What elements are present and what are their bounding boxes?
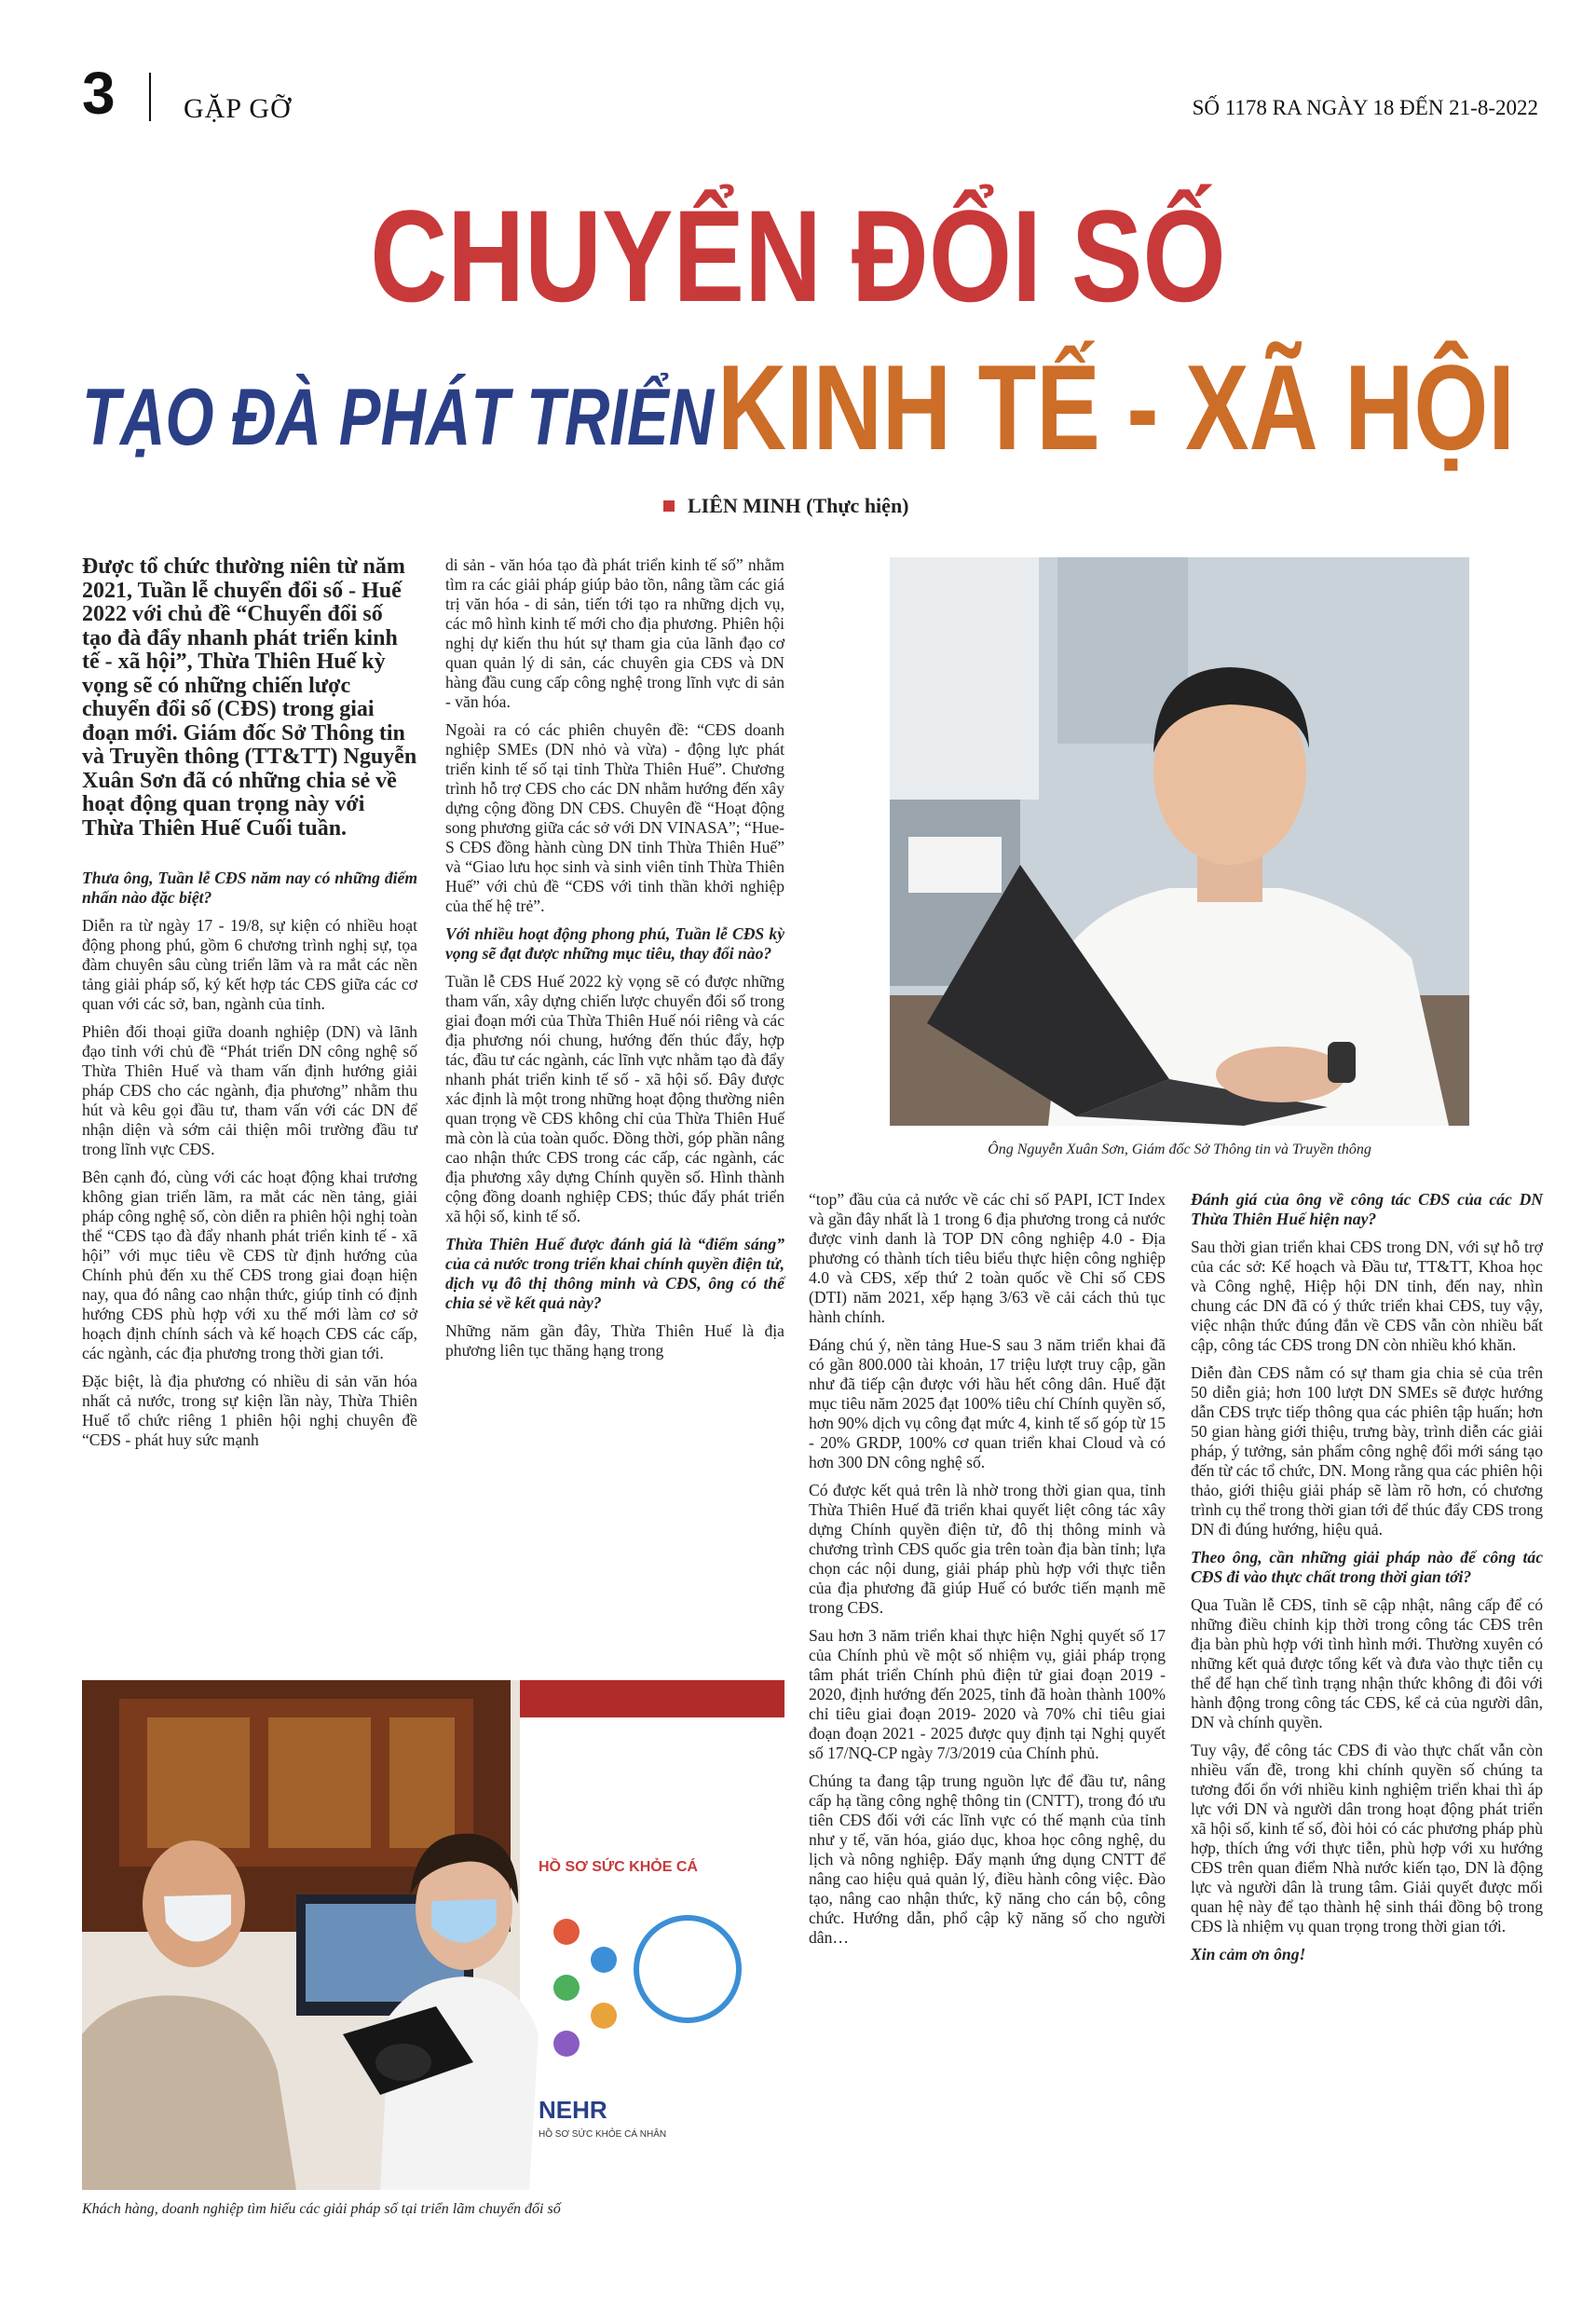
question-4: Đánh giá của ông về công tác CĐS của các DN Thừa Thiên Huế hiện nay? bbox=[1191, 1190, 1543, 1228]
page-number: 3 bbox=[82, 60, 116, 127]
question-3: Thừa Thiên Huế được đánh giá là “điểm sáng” của cả nước trong triển khai chính quyền điện tử, dịch vụ đô thị thông minh và CĐS, ông có thể chia sẻ về kết quả này? bbox=[445, 1235, 784, 1312]
paragraph: Đáng chú ý, nền tảng Hue-S sau 3 năm triển khai đã có gần 800.000 tài khoản, 17 triệu lượt truy cập, gần như đã tiếp cận được với hầu hết công dân. Huế đặt mục tiêu năm 2025 đạt 100% tiêu chí Chính quyền số, hơn 90% dịch vụ công đạt mức 4, kinh tế số góp từ 15 - 20% GRDP, 100% cơ quan triển khai Cloud và có hơn 300 DN công nghệ số. bbox=[809, 1335, 1166, 1471]
portrait-caption: Ông Nguyễn Xuân Sơn, Giám đốc Sở Thông tin và Truyền thông bbox=[988, 1142, 1371, 1157]
question-5: Theo ông, cần những giải pháp nào để công tác CĐS đi vào thực chất trong thời gian tới? bbox=[1191, 1548, 1543, 1586]
paragraph: Sau hơn 3 năm triển khai thực hiện Nghị quyết số 17 của Chính phủ về một số nhiệm vụ, giải pháp trọng tâm phát triển Chính phủ điện tử giai đoạn 2019 - 2020, định hướng đến 2025, tỉnh đã hoàn thành 100% chỉ tiêu giai đoạn 2019- 2020 và 70% chỉ tiêu giai đoạn đoạn 2021 - 2025 được quy định tại Nghị quyết số 17/NQ-CP ngày 7/3/2019 của Chính phủ. bbox=[809, 1626, 1166, 1762]
paragraph: Tuần lễ CĐS Huế 2022 kỳ vọng sẽ có được những tham vấn, xây dựng chiến lược chuyển đổi số trong giai đoạn mới của Thừa Thiên Huế nói riêng và các địa phương nói chung, hướng đến thúc đẩy, hợp tác, đầu tư các ngành, các lĩnh vực nhằm tạo đà đẩy nhanh phát triển kinh tế số - xã hội số. Đây được xác định là một trong những hoạt động thường niên quan trọng về CĐS không chỉ của Thừa Thiên Huế mà còn là của toàn quốc. Đồng thời, góp phần nâng cao nhận thức CĐS trong các cấp, các ngành, các địa phương xây dựng Chính quyền số. Hình thành cộng đồng doanh nghiệp CĐS; thúc đẩy phát triển xã hội số, kinh tế số. bbox=[445, 972, 784, 1225]
paragraph: Bên cạnh đó, cùng với các hoạt động khai trương không gian triển lãm, ra mắt các nền tảng, giải pháp công nghệ số, còn diễn ra phiên hội nghị toàn thể “CĐS tạo đà đẩy nhanh phát triển kinh tế - xã hội” với mục tiêu về CĐS từ định hướng của Chính phủ đến xu thế CĐS trong giai đoạn hiện nay, qua đó nâng cao nhận thức, giúp tỉnh có định hướng CĐS phù hợp với xu thế mới làm cơ sở hoạch định chính sách và kế hoạch CĐS các cấp, các ngành, các địa phương trong thời gian tới. bbox=[82, 1168, 417, 1362]
closing-thanks: Xin cảm ơn ông! bbox=[1191, 1945, 1306, 1963]
paragraph: Ngoài ra có các phiên chuyên đề: “CĐS doanh nghiệp SMEs (DN nhỏ và vừa) - động lực phát triển kinh tế số tại tỉnh Thừa Thiên Huế”. Chương trình hỗ trợ CĐS cho các DN nhằm hướng đến xây dựng cộng đồng DN CĐS. Chuyên đề “Hoạt động song phương giữa các sở với DN VINASA”; “Hue-S CĐS đồng hành cùng DN tỉnh Thừa Thiên Huế” và “Giao lưu học sinh và sinh viên tỉnh Thừa Thiên Huế” với chủ đề “CĐS với tinh thần khởi nghiệp của thế hệ trẻ”. bbox=[445, 720, 784, 915]
paragraph: “top” đầu của cả nước về các chỉ số PAPI, ICT Index và gần đây nhất là 1 trong 6 địa phương trong cả nước được vinh danh là TOP DN công nghiệp 4.0 - Địa phương có thành tích tiêu biểu thực hiện công nghiệp 4.0 và CĐS, xếp thứ 2 toàn quốc về Chỉ số CĐS (DTI) năm 2021, xếp hạng 3/63 về cải cách thủ tục hành chính. bbox=[809, 1190, 1166, 1326]
column-4 bbox=[1191, 1190, 1543, 1973]
exhibition-caption: Khách hàng, doanh nghiệp tìm hiểu các giải pháp số tại triển lãm chuyển đổi số bbox=[82, 2201, 561, 2217]
question-1: Thưa ông, Tuần lễ CĐS năm nay có những điểm nhấn nào đặc biệt? bbox=[82, 869, 417, 907]
byline-marker bbox=[663, 500, 675, 512]
portrait-illustration bbox=[890, 557, 1469, 1126]
column-2 bbox=[445, 555, 784, 1369]
paragraph: Phiên đối thoại giữa doanh nghiệp (DN) và lãnh đạo tỉnh với chủ đề “Phát triển DN công nghệ số Thừa Thiên Huế và tham vấn định hướng giải pháp CĐS cho các ngành, địa phương” nhằm thu hút và kêu gọi đầu tư, tham vấn với các DN để nhận diện và sớm cải thiện môi trường đầu tư trong lĩnh vực CĐS. bbox=[82, 1022, 417, 1158]
portrait-photo bbox=[890, 557, 1469, 1126]
headline-line1: CHUYỂN ĐỔI SỐ bbox=[370, 183, 1226, 329]
headline-line2-part2: KINH TẾ - XÃ HỘI bbox=[717, 339, 1515, 475]
paragraph: Đặc biệt, là địa phương có nhiều di sản văn hóa nhất cả nước, trong sự kiện lần này, Thừa Thiên Huế tổ chức riêng 1 phiên hội nghị chuyên đề “CĐS - phát huy sức mạnh bbox=[82, 1372, 417, 1449]
paragraph: Qua Tuần lễ CĐS, tỉnh sẽ cập nhật, nâng cấp để có những điều chỉnh kịp thời trong công tác CĐS trên địa bàn phù hợp với tình hình mới. Thường xuyên có những kết quả được tổng kết và đưa vào thực tiễn cụ thể để hạn chế tình trạng nhận thức không đi đôi với hành động trong công tác CĐS, kể cả của người dân, DN và chính quyền. bbox=[1191, 1595, 1543, 1731]
paragraph: Tuy vậy, để công tác CĐS đi vào thực chất vẫn còn nhiều vấn đề, trong khi chính quyền số chúng ta tương đối ổn với nhiều kinh nghiệm triển khai thì áp lực với DN và người dân trong hoạt động phát triển xã hội số, kinh tế số, đòi hỏi có các phương pháp phù hợp, thích ứng với thực tiễn, phù hợp với xu hướng CĐS trên quan điểm Nhà nước kiến tạo, DN là động lực và người dân là trung tâm. Giải quyết được mối quan hệ này để tạo thành hệ sinh thái đồng bộ trong CĐS là nhiệm vụ quan trọng trong thời gian tới. bbox=[1191, 1741, 1543, 1936]
nehr-label: NEHR bbox=[539, 2096, 607, 2124]
header-divider bbox=[149, 73, 151, 121]
lead-paragraph: Được tổ chức thường niên từ năm 2021, Tuần lễ chuyển đổi số - Huế 2022 với chủ đề “Chuyển đổi số tạo đà đẩy nhanh phát triển kinh tế - xã hội”, Thừa Thiên Huế kỳ vọng sẽ có những chiến lược chuyển đổi số (CĐS) trong giai đoạn mới. Giám đốc Sở Thông tin và Truyền thông (TT&TT) Nguyễn Xuân Sơn đã có những chia sẻ về hoạt động quan trọng này với Thừa Thiên Huế Cuối tuần. bbox=[82, 554, 417, 841]
paragraph: Những năm gần đây, Thừa Thiên Huế là địa phương liên tục thăng hạng trong bbox=[445, 1321, 784, 1360]
paragraph: Chúng ta đang tập trung nguồn lực để đầu tư, nâng cấp hạ tầng công nghệ thông tin (CNTT), trong đó ưu tiên CĐS đối với các lĩnh vực có thế mạnh của tỉnh như y tế, văn hóa, giáo dục, khoa học công nghệ, du lịch và nông nghiệp. Đẩy mạnh ứng dụng CNTT để nâng cao hiệu quả quản lý, điều hành công việc. Đào tạo, nâng cao nhận thức, kỹ năng cho cán bộ, công chức. Hướng dẫn, phổ cập kỹ năng số cho người dân… bbox=[809, 1772, 1166, 1947]
column-3 bbox=[809, 1190, 1166, 1956]
column-1 bbox=[82, 555, 417, 1458]
panel-heading: HỒ SƠ SỨC KHỎE CÁ bbox=[539, 1859, 698, 1875]
paragraph: Diễn ra từ ngày 17 - 19/8, sự kiện có nhiều hoạt động phong phú, gồm 6 chương trình nghị sự, tọa đàm chuyên sâu cùng triển lãm và ra mắt các nền tảng giải pháp số, ký kết hợp tác CĐS giữa các cơ quan với các sở, ban, ngành của tỉnh. bbox=[82, 916, 417, 1013]
byline-text: LIÊN MINH (Thực hiện) bbox=[688, 494, 909, 517]
exhibition-photo bbox=[82, 1680, 784, 2190]
issue-info: SỐ 1178 RA NGÀY 18 ĐẾN 21-8-2022 bbox=[1192, 96, 1538, 119]
question-2: Với nhiều hoạt động phong phú, Tuần lễ CĐS kỳ vọng sẽ đạt được những mục tiêu, thay đổi nào? bbox=[445, 924, 784, 963]
nehr-sublabel: HỒ SƠ SỨC KHỎE CÁ NHÂN bbox=[539, 2129, 667, 2140]
paragraph: Có được kết quả trên là nhờ trong thời gian qua, tỉnh Thừa Thiên Huế đã triển khai quyết liệt công tác xây dựng Chính quyền điện tử, đô thị thông minh và chương trình CĐS quốc gia trên toàn địa bàn tỉnh; lựa chọn các nội dung, giải pháp phù hợp với thực tiễn của địa phương đã giúp Huế có bước tiến mạnh mẽ trong CĐS. bbox=[809, 1481, 1166, 1617]
headline-line2-part1: TẠO ĐÀ PHÁT TRIỂN bbox=[82, 373, 715, 462]
paragraph: Diễn đàn CĐS nằm có sự tham gia chia sẻ của trên 50 diễn giả; hơn 100 lượt DN SMEs sẽ được hướng dẫn CĐS trực tiếp thông qua các phiên tập huấn; hơn 50 gian hàng giới thiệu, trưng bày, trình diễn các giải pháp, ý tưởng, sản phẩm công nghệ đổi mới sáng tạo đến từ các tổ chức, DN. Mong rằng qua các phiên hội thảo, giới thiệu giải pháp sẽ làm rõ hơn, có chương trình cụ thể trong thời gian tới để thúc đẩy CĐS trong DN đi đúng hướng, hiệu quả. bbox=[1191, 1363, 1543, 1539]
section-name: GẶP GỠ bbox=[184, 93, 292, 124]
exhibition-illustration bbox=[82, 1680, 784, 2190]
byline bbox=[663, 494, 909, 518]
paragraph: di sản - văn hóa tạo đà phát triển kinh tế số” nhằm tìm ra các giải pháp giúp bảo tồn, nâng tầm các giá trị văn hóa - di sản, tiến tới tạo ra những dịch vụ, các mô hình kinh tế mới cho địa phương. Phiên hội nghị dự kiến thu hút sự tham gia của lãnh đạo cơ quan quản lý di sản, các chuyên gia CĐS và DN hàng đầu cung cấp công nghệ trong lĩnh vực di sản - văn hóa. bbox=[445, 555, 784, 711]
paragraph: Sau thời gian triển khai CĐS trong DN, với sự hỗ trợ của các sở: Kế hoạch và Đầu tư, TT&TT, Khoa học và Công nghệ, Hiệp hội DN tỉnh, đến nay, nhìn chung các DN đã có ý thức triển khai CĐS, tuy vậy, việc nhận thức đúng đắn về CĐS vẫn còn nhiều bất cập, công tác CĐS trong DN còn nhiều khó khăn. bbox=[1191, 1238, 1543, 1354]
